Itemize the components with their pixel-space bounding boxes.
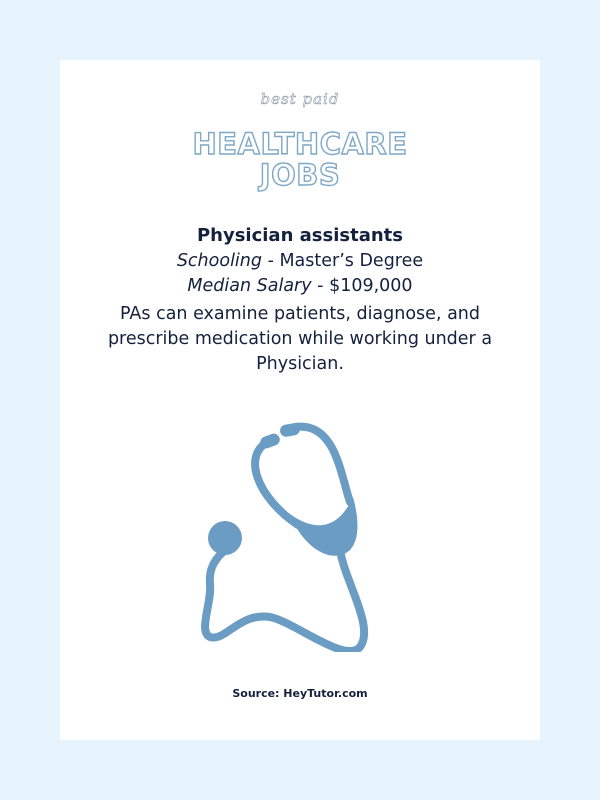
healthcare-title: HEALTHCARE	[192, 127, 408, 161]
stethoscope-right-earpiece	[279, 422, 301, 437]
schooling-label: Schooling	[176, 251, 262, 271]
stethoscope-icon	[200, 412, 400, 652]
stethoscope-chest-piece	[208, 521, 242, 555]
salary-line	[60, 276, 540, 296]
schooling-separator: -	[262, 251, 280, 271]
schooling-value: Master’s Degree	[279, 251, 424, 271]
stethoscope-right-ear-tube	[295, 427, 350, 502]
stethoscope-yoke	[290, 497, 357, 556]
salary-value: $109,000	[329, 276, 413, 296]
job-title: Physician assistants	[196, 225, 404, 246]
infographic-card	[60, 60, 540, 740]
source-credit: Source: HeyTutor.com	[232, 687, 368, 700]
job-description: PAs can examine patients, diagnose, and prescribe medication while working under a Physician.	[107, 304, 493, 374]
stethoscope-left-ear-tube	[255, 440, 298, 525]
schooling-line	[60, 251, 540, 271]
stethoscope-main-tube	[205, 550, 364, 651]
salary-separator: -	[311, 276, 330, 296]
jobs-title: JOBS	[259, 158, 341, 192]
salary-label: Median Salary	[187, 276, 312, 296]
best-paid-script-text: best paid	[260, 90, 340, 108]
